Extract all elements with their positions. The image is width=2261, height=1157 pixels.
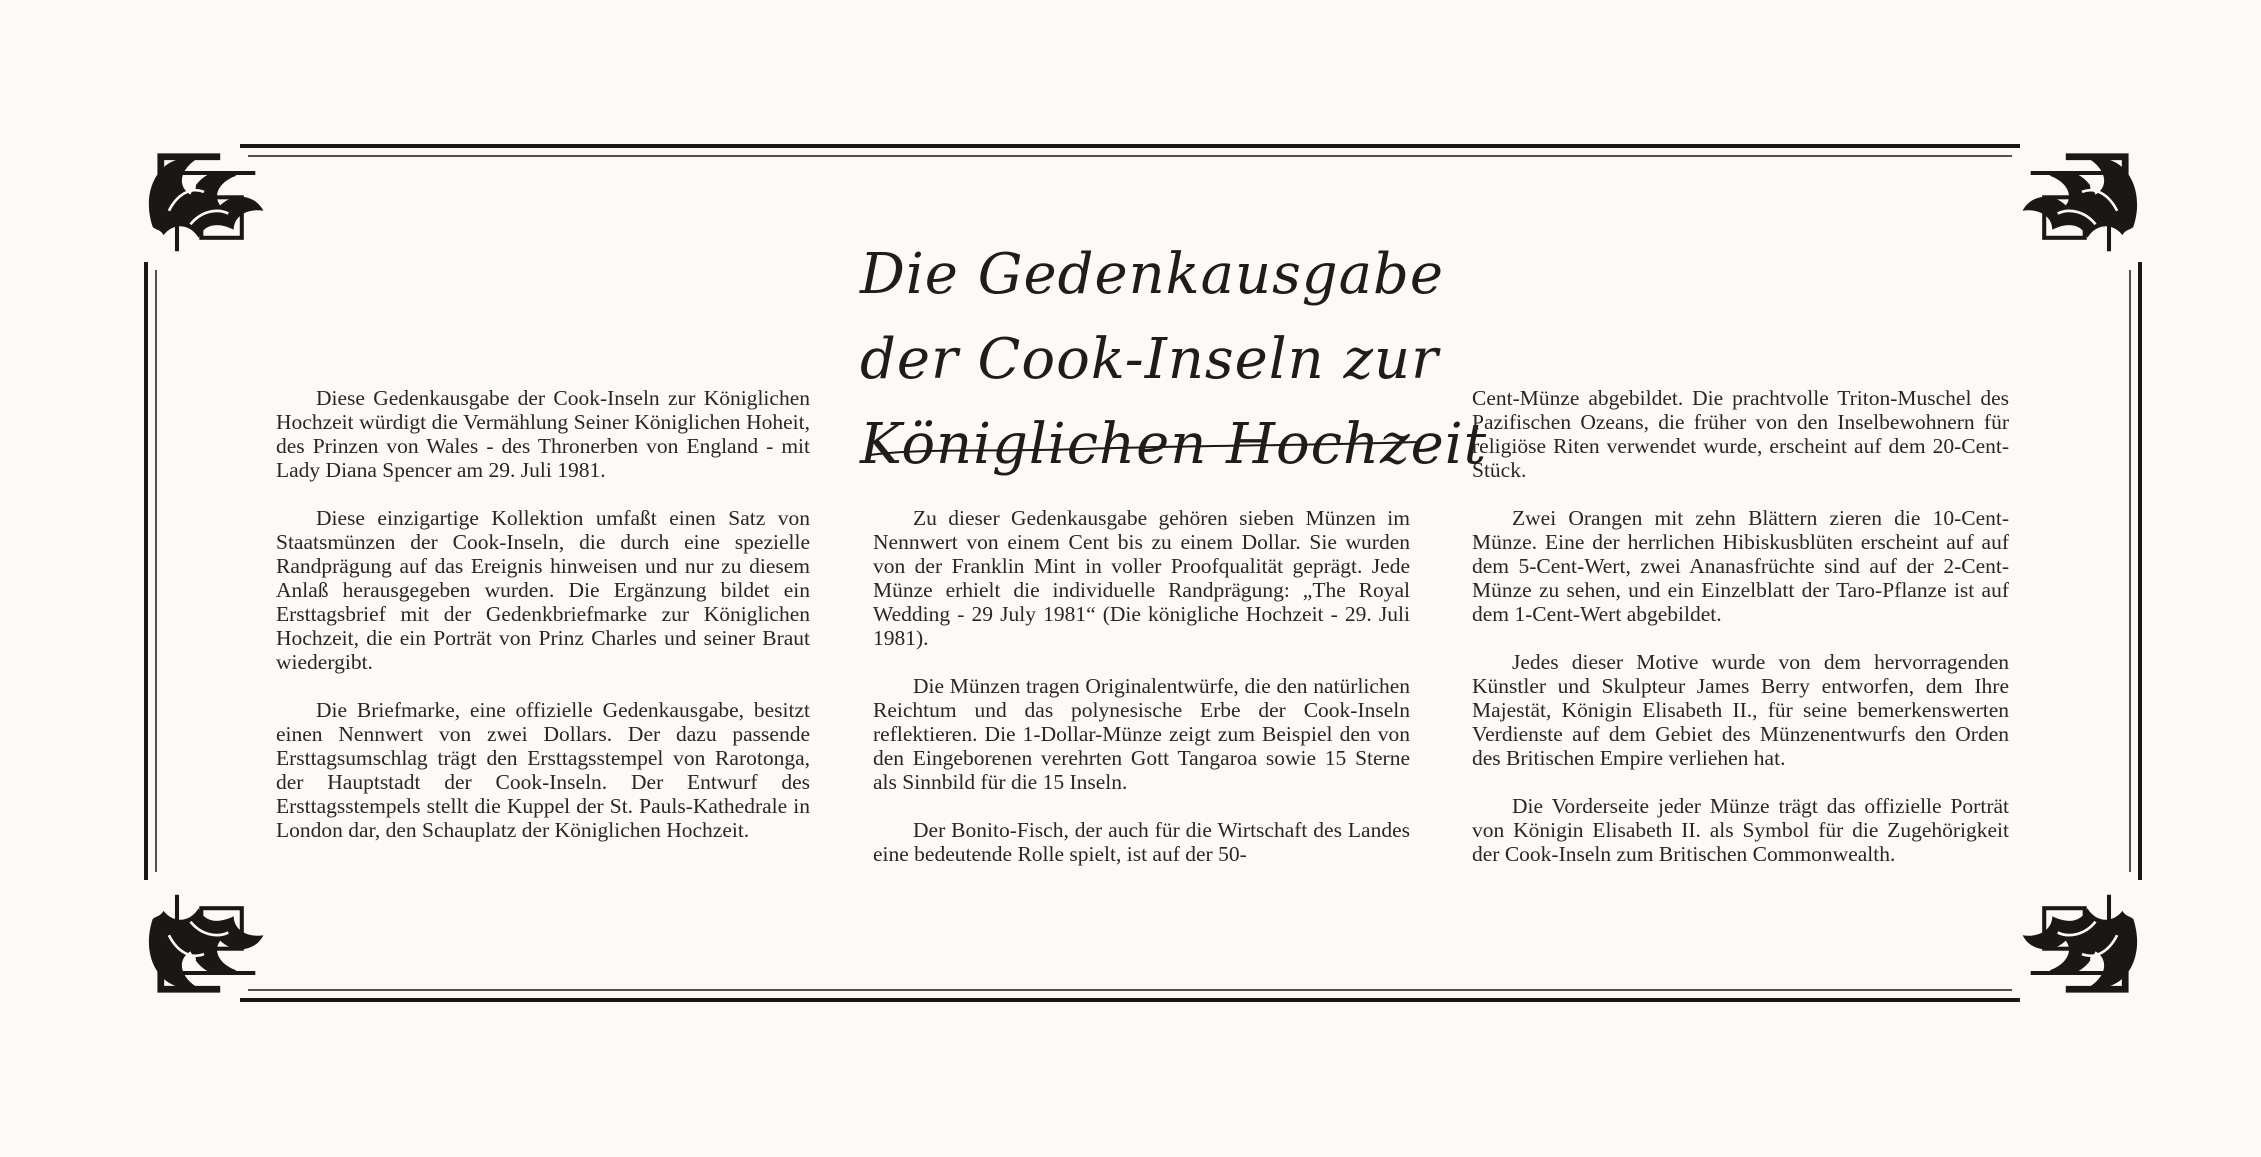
title-line-1: Die Gedenkausgabe [860, 242, 1445, 307]
paragraph: Die Münzen tragen Originalentwürfe, die den natürlichen Reichtum und das polynesische Erbe der Cook-Inseln reflektieren. Die 1-Dollar-Münze zeigt zum Beispiel den von den Eingeborenen verehrten Gott Tangaroa sowie 15 Sterne als Sinnbild für die 15 Inseln. [873, 674, 1410, 794]
page-title [860, 232, 1488, 487]
right-column [1472, 386, 2009, 890]
paragraph: Zu dieser Gedenkausgabe gehören sieben Münzen im Nennwert von einem Cent bis zu einem Dollar. Sie wurden von der Franklin Mint in voller Proofqualität geprägt. Jede Münze erhielt die individuelle Randprägung: „The Royal Wedding - 29 July 1981“ (Die königliche Hochzeit - 29. Juli 1981). [873, 506, 1410, 650]
paragraph: Die Briefmarke, eine offizielle Gedenkausgabe, besitzt einen Nennwert von zwei Dollars. Der dazu passende Ersttagsumschlag trägt den Ersttagsstempel von Rarotonga, der Hauptstadt der Cook-Inseln. Der Entwurf des Ersttagsstempels stellt die Kuppel der St. Pauls-Kathedrale in London dar, den Schauplatz der Königlichen Hochzeit. [276, 698, 810, 842]
paragraph: Diese Gedenkausgabe der Cook-Inseln zur Königlichen Hochzeit würdigt die Vermählung Seiner Königlichen Hoheit, des Prinzen von Wales - des Thronerben von England - mit Lady Diana Spencer am 29. Juli 1981. [276, 386, 810, 482]
paragraph: Der Bonito-Fisch, der auch für die Wirtschaft des Landes eine bedeutende Rolle spielt, ist auf der 50- [873, 818, 1410, 866]
corner-ornament-bottom-right [2023, 895, 2138, 990]
corner-ornament-bottom-left [149, 895, 264, 990]
left-column [276, 386, 810, 866]
paragraph: Zwei Orangen mit zehn Blättern zieren die 10-Cent-Münze. Eine der herrlichen Hibiskusblüten erscheint auf auf dem 5-Cent-Wert, zwei Ananasfrüchte sind auf der 2-Cent-Münze zu sehen, und ein Einzelblatt der Taro-Pflanze ist auf dem 1-Cent-Wert abgebildet. [1472, 506, 2009, 626]
paragraph: Diese einzigartige Kollektion umfaßt einen Satz von Staatsmünzen der Cook-Inseln, die durch eine spezielle Randprägung auf das Ereignis hinweisen und nur zu diesem Anlaß herausgegeben wurden. Die Ergänzung bildet ein Ersttagsbrief mit der Gedenkbriefmarke zur Königlichen Hochzeit, die ein Porträt von Prinz Charles und seiner Braut wiedergibt. [276, 506, 810, 674]
title-line-2: der Cook-Inseln zur [860, 327, 1439, 392]
paragraph: Jedes dieser Motive wurde von dem hervorragenden Künstler und Skulpteur James Berry entworfen, dem Ihre Majestät, Königin Elisabeth II., für seine bemerkenswerten Verdienste auf dem Gebiet des Münzenentwurfs den Orden des Britischen Empire verliehen hat. [1472, 650, 2009, 770]
paragraph: Die Vorderseite jeder Münze trägt das offizielle Porträt von Königin Elisabeth II. als Symbol für die Zugehörigkeit der Cook-Inseln zum Britischen Commonwealth. [1472, 794, 2009, 866]
title-line-3: Königlichen Hochzeit [860, 412, 1488, 477]
corner-ornament-top-right [2023, 157, 2138, 252]
paragraph: Cent-Münze abgebildet. Die prachtvolle Triton-Muschel des Pazifischen Ozeans, die früher von den Inselbewohnern für religiöse Riten verwendet wurde, erscheint auf dem 20-Cent-Stück. [1472, 386, 2009, 482]
middle-column [873, 506, 1410, 890]
corner-ornament-top-left [149, 157, 264, 252]
